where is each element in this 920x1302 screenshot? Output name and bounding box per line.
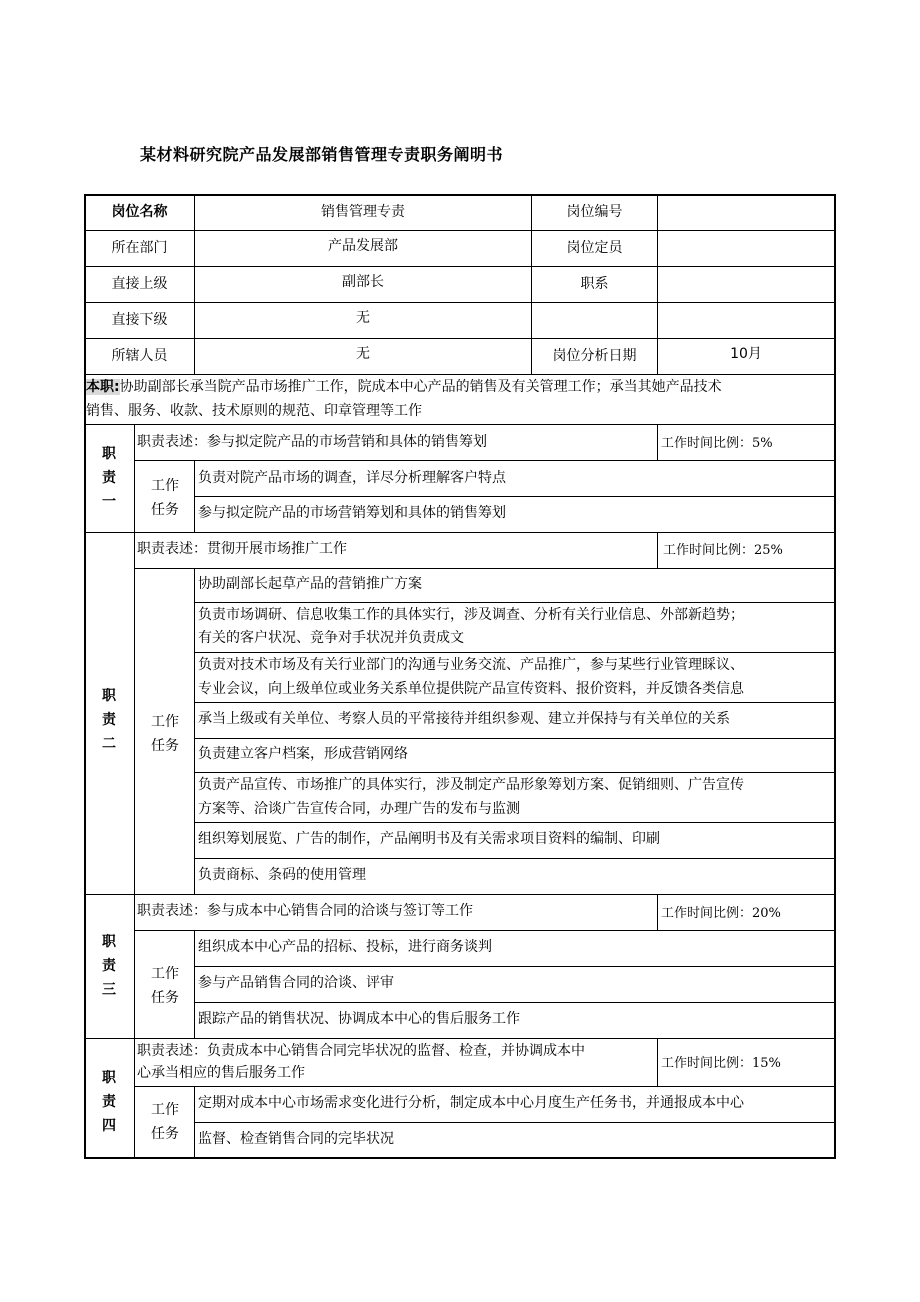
duty-1-char: 责 [102,470,116,486]
duty-4-statement-2: 心承当相应的售后服务工作 [137,1065,305,1081]
duty-2-task-4: 承当上级或有关单位、考察人员的平常接待并组织参观、建立并保持与有关单位的关系 [198,711,730,727]
duty-1-ratio: 工作时间比例：5% [661,436,773,451]
task-label-line: 工作 [151,1102,179,1118]
duty-4-char: 职 [102,1070,116,1086]
task-label-line: 任务 [151,502,179,518]
task-label-line: 工作 [151,478,179,494]
main-duty-text-2: 销售、服务、收款、技术原则的规范、印章管理等工作 [86,403,422,419]
duty-2-task-6b: 方案等、洽谈广告宣传合同，办理广告的发布与监测 [198,801,520,817]
duty-3-statement: 职责表述：参与成本中心销售合同的洽谈与签订等工作 [137,903,473,919]
analysis-date-label: 岗位分析日期 [552,348,637,364]
duty-3-char: 三 [102,982,116,998]
duty-2-ratio: 工作时间比例：25% [663,543,783,558]
supervisor-label: 直接上级 [111,276,168,292]
document-title: 某材料研究院产品发展部销售管理专责职务阐明书 [140,145,504,164]
duty-2-task-2b: 有关的客户状况、竞争对手状况并负责成文 [198,630,464,646]
subordinate-value: 无 [356,310,370,326]
duty-2-task-7: 组织筹划展览、广告的制作，产品阐明书及有关需求项目资料的编制、印刷 [198,831,660,847]
duty-1-task-1: 负责对院产品市场的调查，详尽分析理解客户特点 [198,470,506,486]
main-duty-text-1: 协助副部长承当院产品市场推广工作，院成本中心产品的销售及有关管理工作；承当其她产品技术 [119,379,722,395]
job-title-label: 岗位名称 [111,204,168,220]
main-duty-label: 本职: [86,379,120,395]
headcount-label: 岗位定员 [566,240,623,256]
duty-3-char: 职 [102,934,116,950]
duty-2-task-3a: 负责对技术市场及有关行业部门的沟通与业务交流、产品推广，参与某些行业管理睬议、 [198,657,744,673]
duty-1-statement: 职责表述：参与拟定院产品的市场营销和具体的销售筹划 [137,434,487,450]
duty-1-char: 一 [102,494,116,510]
duty-2-task-6a: 负责产品宣传、市场推广的具体实行，涉及制定产品形象筹划方案、促销细则、广告宣传 [198,777,744,793]
duty-2-task-label [145,710,185,758]
task-label-line: 工作 [151,714,179,730]
job-code-label: 岗位编号 [566,204,623,220]
duty-1-task-2: 参与拟定院产品的市场营销筹划和具体的销售筹划 [198,505,506,521]
department-label: 所在部门 [111,240,168,256]
supervisor-value: 副部长 [342,274,384,290]
duty-3-task-2: 参与产品销售合同的洽谈、评审 [198,975,394,991]
duty-1-char: 职 [102,446,116,462]
duty-2-task-2a: 负责市场调研、信息收集工作的具体实行，涉及调查、分析有关行业信息、外部新趋势； [198,607,744,623]
duty-2-task-5: 负责建立客户档案，形成营销网络 [198,746,408,762]
analysis-date-value: 10月 [730,346,762,362]
job-family-label: 职系 [580,276,609,292]
duty-3-task-1: 组织成本中心产品的招标、投标，进行商务谈判 [198,939,492,955]
department-value: 产品发展部 [328,238,398,254]
task-label-line: 工作 [151,966,179,982]
task-label-line: 任务 [151,738,179,754]
duty-2-task-8: 负责商标、条码的使用管理 [198,867,366,883]
duty-4-name [99,1066,119,1138]
task-label-line: 任务 [151,1126,179,1142]
duty-4-task-2: 监督、检查销售合同的完毕状况 [198,1131,394,1147]
duty-4-task-label [145,1098,185,1146]
task-label-line: 任务 [151,990,179,1006]
duty-2-task-1: 协助副部长起草产品的营销推广方案 [198,576,422,592]
duty-4-ratio: 工作时间比例：15% [661,1056,781,1071]
duty-3-name [99,930,119,1002]
duty-4-statement-1: 职责表述：负责成本中心销售合同完毕状况的监督、检查，并协调成本中 [137,1043,585,1059]
duty-4-char: 责 [102,1094,116,1110]
staff-value: 无 [356,346,370,362]
duty-1-name [99,442,119,514]
duty-3-char: 责 [102,958,116,974]
duty-1-task-label [145,474,185,522]
duty-2-task-3b: 专业会议，向上级单位或业务关系单位提供院产品宣传资料、报价资料，并反馈各类信息 [198,681,744,697]
duty-3-task-label [145,962,185,1010]
duty-2-char: 责 [102,712,116,728]
duty-3-task-3: 跟踪产品的销售状况、协调成本中心的售后服务工作 [198,1011,520,1027]
duty-4-task-1: 定期对成本中心市场需求变化进行分析，制定成本中心月度生产任务书，并通报成本中心 [198,1095,744,1111]
duty-3-ratio: 工作时间比例：20% [661,906,781,921]
duty-2-name [99,684,119,756]
main-duty-line1 [86,375,722,399]
job-title-value: 销售管理专责 [321,204,405,220]
duty-2-char: 职 [102,688,116,704]
duty-2-statement: 职责表述：贯彻开展市场推广工作 [137,541,347,557]
subordinate-label: 直接下级 [111,312,168,328]
staff-label: 所辖人员 [111,348,168,364]
duty-4-char: 四 [102,1118,116,1134]
duty-2-char: 二 [102,736,116,752]
